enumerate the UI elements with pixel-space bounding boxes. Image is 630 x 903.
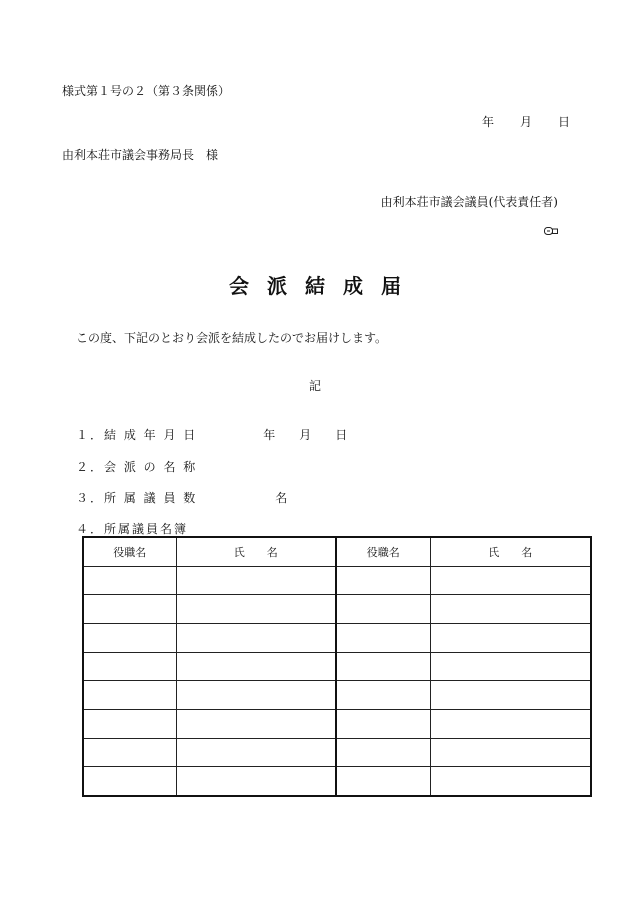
cell-position[interactable] (336, 623, 430, 652)
cell-position[interactable] (336, 738, 430, 767)
item-label: １．結 成 年 月 日 (76, 428, 198, 442)
cell-name[interactable] (176, 681, 336, 710)
table-row (83, 738, 591, 767)
cell-name[interactable] (176, 652, 336, 681)
header-position: 役職名 (336, 537, 430, 566)
table-row (83, 681, 591, 710)
item-date-year: 年 (263, 428, 278, 442)
cell-name[interactable] (430, 767, 591, 796)
item-member-list (76, 520, 188, 537)
table-row (83, 709, 591, 738)
table-row (83, 566, 591, 595)
header-name: 氏 名 (176, 537, 336, 566)
document-title: 会派結成届 (229, 274, 419, 298)
cell-position[interactable] (336, 652, 430, 681)
cell-name[interactable] (430, 709, 591, 738)
cell-name[interactable] (430, 595, 591, 624)
cell-position[interactable] (336, 767, 430, 796)
cell-position[interactable] (336, 681, 430, 710)
cell-position[interactable] (83, 709, 176, 738)
cell-name[interactable] (430, 566, 591, 595)
item-label: ３．所 属 議 員 数 (76, 491, 198, 505)
cell-position[interactable] (83, 623, 176, 652)
date-year: 年 (481, 115, 494, 129)
cell-name[interactable] (430, 738, 591, 767)
date-line (482, 113, 570, 130)
table-row (83, 623, 591, 652)
cell-name[interactable] (176, 709, 336, 738)
table-row (83, 595, 591, 624)
cell-name[interactable] (176, 738, 336, 767)
cell-position[interactable] (83, 738, 176, 767)
cell-position[interactable] (336, 566, 430, 595)
cell-position[interactable] (336, 595, 430, 624)
item-member-count (76, 489, 289, 506)
item-label: ４．所属議員名簿 (76, 522, 189, 536)
header-position: 役職名 (83, 537, 176, 566)
item-date-month: 月 (299, 428, 314, 442)
cell-name[interactable] (430, 623, 591, 652)
item-label: ２．会 派 の 名 称 (76, 460, 198, 474)
seal-mark-icon (544, 226, 558, 236)
table-row (83, 767, 591, 796)
cell-name[interactable] (176, 623, 336, 652)
cell-position[interactable] (83, 595, 176, 624)
cell-position[interactable] (83, 681, 176, 710)
item-value: 名 (275, 491, 290, 505)
cell-position[interactable] (83, 566, 176, 595)
addressee: 由利本荘市議会事務局長 様 (62, 148, 219, 162)
cell-name[interactable] (176, 767, 336, 796)
date-day: 日 (557, 115, 570, 129)
form-number: 様式第１号の２（第３条関係） (62, 84, 231, 98)
item-formation-date (76, 426, 349, 443)
cell-position[interactable] (336, 709, 430, 738)
body-text: この度、下記のとおり会派を結成したのでお届けします。 (76, 331, 388, 345)
item-date-day: 日 (335, 428, 350, 442)
table-row (83, 652, 591, 681)
member-table (82, 536, 592, 797)
item-faction-name (76, 458, 197, 475)
header-name: 氏 名 (430, 537, 591, 566)
cell-name[interactable] (430, 681, 591, 710)
ki-heading: 記 (308, 379, 321, 393)
cell-position[interactable] (83, 767, 176, 796)
cell-position[interactable] (83, 652, 176, 681)
date-month: 月 (519, 115, 532, 129)
submitter-line: 由利本荘市議会議員(代表責任者) (380, 195, 558, 209)
cell-name[interactable] (176, 595, 336, 624)
table-header-row (83, 537, 591, 566)
cell-name[interactable] (176, 566, 336, 595)
cell-name[interactable] (430, 652, 591, 681)
